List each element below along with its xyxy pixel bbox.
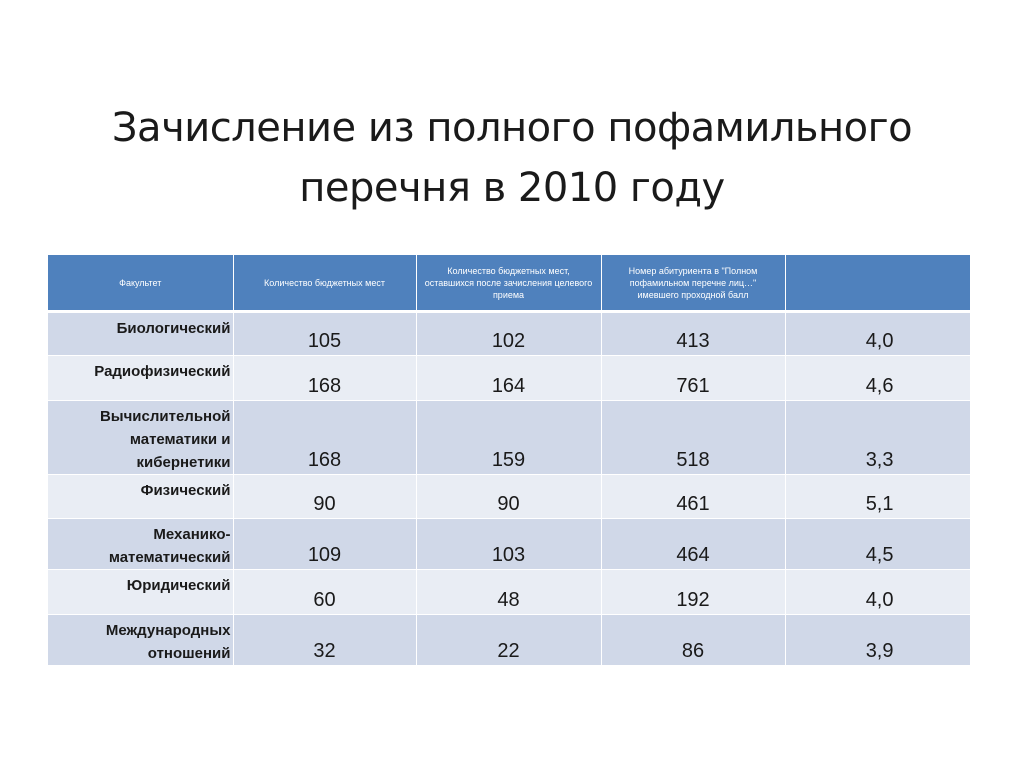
header-faculty: Факультет xyxy=(48,255,233,312)
table-row xyxy=(48,312,970,356)
table-header-row xyxy=(48,255,970,312)
header-passing-score xyxy=(785,255,970,312)
budget-cell: 109 xyxy=(233,519,416,570)
slide-title xyxy=(0,98,1024,218)
budget-cell: 32 xyxy=(233,615,416,666)
number-cell: 192 xyxy=(601,570,785,615)
slide-title-line-2: перечня в 2010 году xyxy=(299,165,725,211)
faculty-cell: Вычислительной математики и кибернетики xyxy=(48,401,233,475)
table-row xyxy=(48,356,970,401)
faculty-cell: Физический xyxy=(48,475,233,519)
table-row xyxy=(48,615,970,666)
budget-cell: 105 xyxy=(233,312,416,356)
table-row xyxy=(48,570,970,615)
faculty-cell: Юридический xyxy=(48,570,233,615)
score-cell: 4,5 xyxy=(785,519,970,570)
remaining-cell: 102 xyxy=(416,312,601,356)
remaining-cell: 90 xyxy=(416,475,601,519)
budget-cell: 168 xyxy=(233,401,416,475)
number-cell: 461 xyxy=(601,475,785,519)
table-row xyxy=(48,401,970,475)
number-cell: 86 xyxy=(601,615,785,666)
faculty-cell: Международных отношений xyxy=(48,615,233,666)
score-cell: 5,1 xyxy=(785,475,970,519)
score-cell: 3,3 xyxy=(785,401,970,475)
slide-title-line-1: Зачисление из полного пофамильного xyxy=(111,105,913,151)
header-remaining-places: Количество бюджетных мест, оставшихся после зачисления целевого приема xyxy=(416,255,601,312)
admission-table xyxy=(48,255,971,666)
number-cell: 518 xyxy=(601,401,785,475)
table-row xyxy=(48,519,970,570)
number-cell: 464 xyxy=(601,519,785,570)
budget-cell: 90 xyxy=(233,475,416,519)
header-budget-places: Количество бюджетных мест xyxy=(233,255,416,312)
remaining-cell: 22 xyxy=(416,615,601,666)
score-cell: 4,0 xyxy=(785,570,970,615)
number-cell: 761 xyxy=(601,356,785,401)
score-cell: 4,6 xyxy=(785,356,970,401)
faculty-cell: Биологический xyxy=(48,312,233,356)
header-applicant-number: Номер абитуриента в "Полном пофамильном перечне лиц…" имевшего проходной балл xyxy=(601,255,785,312)
number-cell: 413 xyxy=(601,312,785,356)
budget-cell: 168 xyxy=(233,356,416,401)
faculty-cell: Радиофизический xyxy=(48,356,233,401)
score-cell: 4,0 xyxy=(785,312,970,356)
remaining-cell: 103 xyxy=(416,519,601,570)
budget-cell: 60 xyxy=(233,570,416,615)
faculty-cell: Механико-математический xyxy=(48,519,233,570)
remaining-cell: 48 xyxy=(416,570,601,615)
score-cell: 3,9 xyxy=(785,615,970,666)
remaining-cell: 159 xyxy=(416,401,601,475)
remaining-cell: 164 xyxy=(416,356,601,401)
table-row xyxy=(48,475,970,519)
